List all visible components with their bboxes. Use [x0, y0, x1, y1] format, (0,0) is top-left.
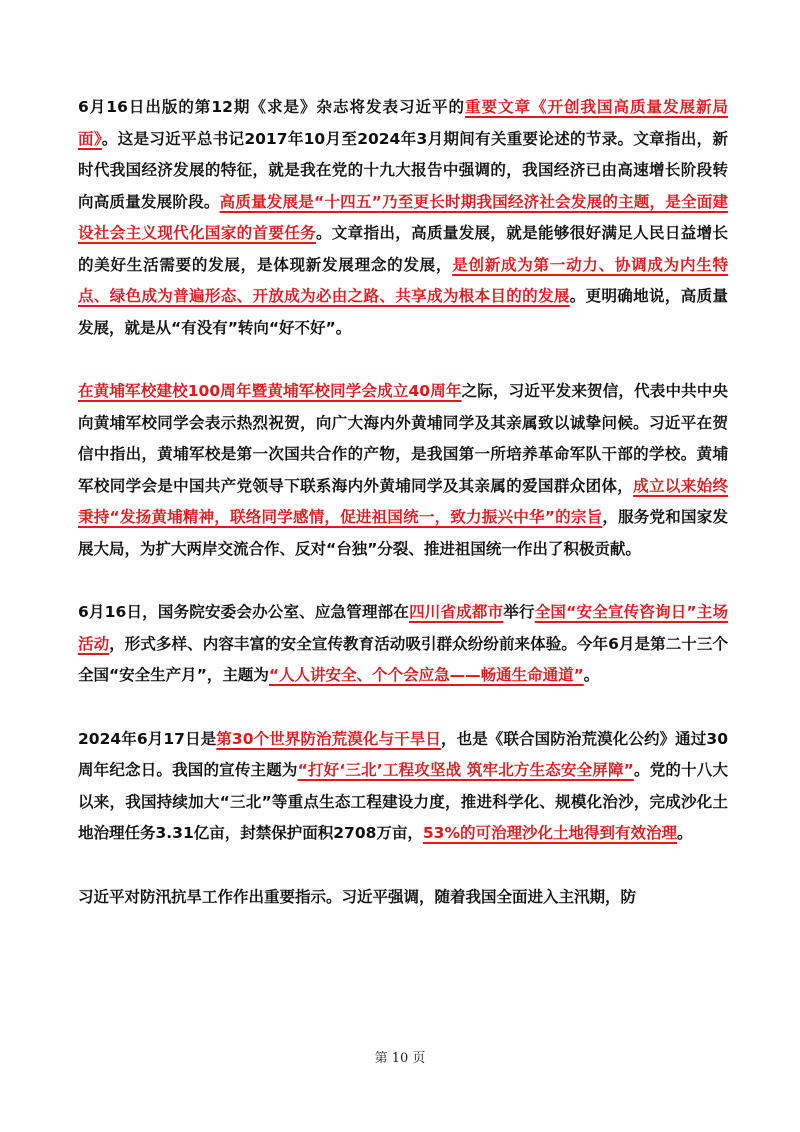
page-number: 第 10 页: [374, 1051, 426, 1066]
text-segment: 。更明确地说，高质量发展，就是从“有没有”转向“好不好”。: [78, 287, 728, 337]
document-body: [78, 92, 728, 913]
highlighted-text: 四川省成都市: [409, 603, 504, 621]
highlighted-text: 53%的可治理沙化土地得到有效治理: [422, 824, 677, 842]
text-segment: 。文章指出，高质量发展，就是能够很好满足人民日益增长的美好生活需要的发展，是体现新发展理念的发展，: [78, 224, 728, 274]
highlighted-text: “打好‘三北’工程攻坚战 筑牢北方生态安全屏障”: [297, 761, 634, 779]
text-segment: 2024年6月17日是: [78, 729, 217, 748]
highlighted-text: 在黄埔军校建校100周年暨黄埔军校同学会成立40周年: [78, 382, 462, 400]
text-segment: 。这是习近平总书记2017年10月至2024年3月期间有关重要论述的节录。文章指出，新时代我国经济发展的特征，就是我在党的十九大报告中强调的，我国经济已由高速增长阶段转向高质量发展阶段。: [78, 129, 728, 211]
highlighted-text: 第30个世界防治荒漠化与干旱日: [216, 729, 441, 748]
highlighted-text: 重要文章《开创我国高质量发展新局面》: [78, 98, 728, 148]
text-segment: ，形式多样、内容丰富的安全宣传教育活动吸引群众纷纷前来体验。今年6月是第二十三个全国“安全生产月”，主题为: [78, 634, 728, 684]
paragraph-1: [78, 92, 728, 344]
text-segment: 之际，习近平发来贺信，代表中共中央向黄埔军校同学会表示热烈祝贺，向广大海内外黄埔同学及其亲属致以诚挚问候。习近平在贺信中指出，黄埔军校是第一次国共合作的产物，是我国第一所培养革命军队干部的学校。黄埔军校同学会是中国共产党领导下联系海内外黄埔同学及其亲属的爱国群众团体，: [78, 382, 728, 495]
text-segment: ，也是《联合国防治荒漠化公约》通过30周年纪念日。我国的宣传主题为: [78, 729, 728, 779]
text-segment: 习近平对防汛抗旱工作作出重要指示。习近平强调，随着我国全面进入主汛期，防: [78, 887, 637, 906]
highlighted-text: 是创新成为第一动力、协调成为内生特点、绿色成为普遍形态、开放成为必由之路、共享成为根本目的的发展: [78, 255, 728, 305]
text-segment: 。党的十八大以来，我国持续加大“三北”等重点生态工程建设力度，推进科学化、规模化治沙，完成沙化土地治理任务3.31亿亩，封禁保护面积2708万亩，: [78, 761, 728, 842]
paragraph-2: [78, 376, 728, 565]
text-segment: 。: [583, 666, 600, 684]
text-segment: 。: [677, 824, 693, 842]
text-segment: 6月16日，国务院安委会办公室、应急管理部在: [78, 603, 410, 621]
paragraph-3: [78, 597, 728, 692]
highlighted-text: 全国“安全宣传咨询日”主场活动: [78, 603, 728, 653]
paragraph-4: [78, 724, 728, 850]
text-segment: 举行: [503, 603, 535, 621]
highlighted-text: 高质量发展是“十四五”乃至更长时期我国经济社会发展的主题，是全面建设社会主义现代化国家的首要任务: [78, 192, 728, 242]
highlighted-text: 成立以来始终秉持“发扬黄埔精神，联络同学感情，促进祖国统一，致力振兴中华”的宗旨: [78, 476, 728, 526]
text-segment: ，服务党和国家发展大局，为扩大两岸交流合作、反对“台独”分裂、推进祖国统一作出了积极贡献。: [78, 508, 728, 558]
text-segment: 6月16日出版的第12期《求是》杂志将发表习近平的: [78, 98, 465, 116]
highlighted-text: “人人讲安全、个个会应急——畅通生命通道”: [268, 666, 584, 684]
paragraph-5: [78, 882, 728, 914]
